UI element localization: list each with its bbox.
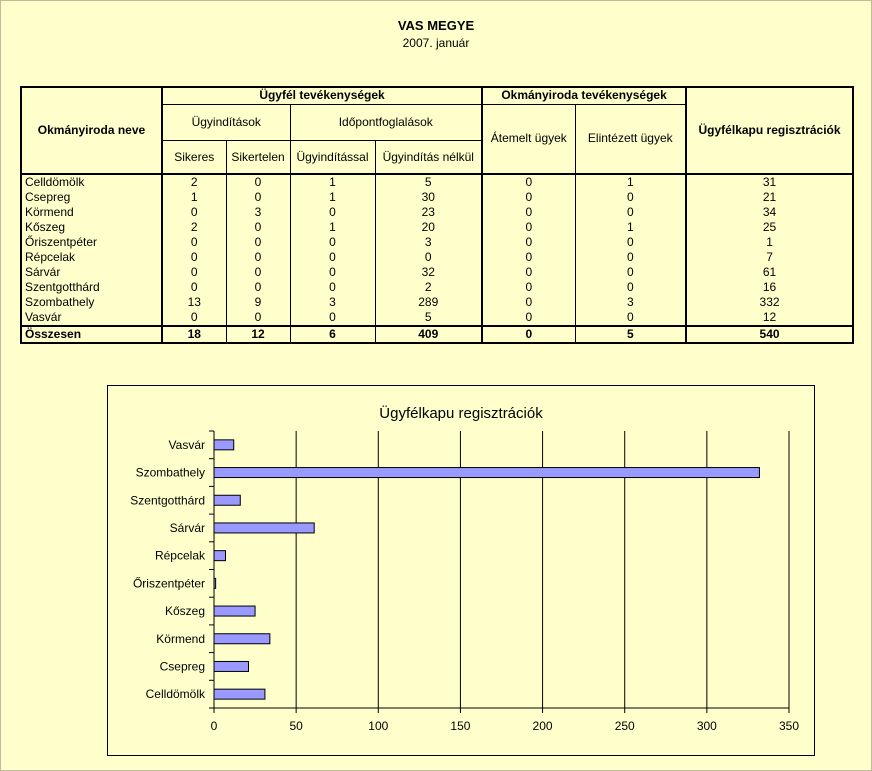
office-name-cell: Sárvár (21, 265, 162, 280)
bar (214, 606, 255, 616)
transferred-cell: 0 (482, 190, 575, 205)
failed-cell: 3 (226, 205, 290, 220)
failed-cell: 9 (226, 295, 290, 310)
registrations-cell: 12 (686, 310, 853, 326)
registrations-cell: 7 (686, 250, 853, 265)
success-cell: 0 (162, 280, 226, 295)
bar (214, 551, 226, 561)
with-launch-cell: 0 (290, 250, 375, 265)
failed-cell: 0 (226, 190, 290, 205)
office-name-cell: Répcelak (21, 250, 162, 265)
registrations-cell: 332 (686, 295, 853, 310)
transferred-cell: 0 (482, 326, 575, 343)
success-cell: 2 (162, 174, 226, 190)
completed-cell: 0 (575, 250, 686, 265)
failed-cell: 12 (226, 326, 290, 343)
completed-cell: 0 (575, 205, 686, 220)
transferred-cell: 0 (482, 280, 575, 295)
success-cell: 0 (162, 310, 226, 326)
y-category-label: Szombathely (135, 465, 205, 480)
success-cell: 0 (162, 265, 226, 280)
x-tick-label: 350 (778, 719, 800, 733)
y-category-label: Őriszentpéter (132, 576, 205, 591)
table-row (21, 235, 853, 250)
without-launch-cell: 2 (375, 280, 482, 295)
bar (214, 523, 314, 533)
transferred-cell: 0 (482, 220, 575, 235)
y-category-label: Szentgotthárd (130, 493, 205, 508)
page-subtitle: 2007. január (402, 36, 470, 50)
office-name-cell: Körmend (21, 205, 162, 220)
with-launch-cell: 6 (290, 326, 375, 343)
office-name-cell: Őriszentpéter (21, 235, 162, 250)
table-row (21, 190, 853, 205)
chart-title: Ügyfélkapu regisztrációk (379, 405, 543, 422)
completed-cell: 1 (575, 220, 686, 235)
without-launch-cell: 32 (375, 265, 482, 280)
without-launch-cell: 409 (375, 326, 482, 343)
completed-cell: 0 (575, 310, 686, 326)
with-launch-cell: 0 (290, 205, 375, 220)
registrations-cell: 31 (686, 174, 853, 190)
office-name-cell: Celldömölk (21, 174, 162, 190)
header-transferred: Átemelt ügyek (482, 104, 575, 174)
failed-cell: 0 (226, 265, 290, 280)
bar (214, 578, 216, 588)
bar (214, 468, 759, 478)
header-client-activities: Ügyfél tevékenységek (162, 87, 482, 104)
y-category-label: Répcelak (154, 548, 205, 563)
failed-cell: 0 (226, 310, 290, 326)
with-launch-cell: 0 (290, 235, 375, 250)
header-office-name: Okmányiroda neve (21, 87, 162, 174)
without-launch-cell: 5 (375, 310, 482, 326)
registrations-cell: 25 (686, 220, 853, 235)
without-launch-cell: 5 (375, 174, 482, 190)
success-cell: 0 (162, 235, 226, 250)
header-launches: Ügyindítások (162, 104, 290, 141)
x-tick-label: 200 (532, 719, 553, 733)
office-name-cell: Csepreg (21, 190, 162, 205)
success-cell: 1 (162, 190, 226, 205)
table-row (21, 205, 853, 220)
table-row (21, 250, 853, 265)
header-bookings: Időpontfoglalások (290, 104, 482, 141)
office-name-cell: Szombathely (21, 295, 162, 310)
without-launch-cell: 0 (375, 250, 482, 265)
table-row (21, 295, 853, 310)
transferred-cell: 0 (482, 265, 575, 280)
header-failed: Sikertelen (226, 141, 290, 175)
transferred-cell: 0 (482, 250, 575, 265)
without-launch-cell: 289 (375, 295, 482, 310)
failed-cell: 0 (226, 220, 290, 235)
transferred-cell: 0 (482, 205, 575, 220)
completed-cell: 0 (575, 280, 686, 295)
table-row (21, 174, 853, 190)
header-office-activities: Okmányiroda tevékenységek (482, 87, 686, 104)
y-category-label: Csepreg (159, 659, 205, 674)
without-launch-cell: 23 (375, 205, 482, 220)
without-launch-cell: 20 (375, 220, 482, 235)
completed-cell: 3 (575, 295, 686, 310)
statistics-table (20, 86, 854, 344)
registrations-cell: 34 (686, 205, 853, 220)
transferred-cell: 0 (482, 310, 575, 326)
with-launch-cell: 1 (290, 174, 375, 190)
transferred-cell: 0 (482, 174, 575, 190)
registrations-cell: 16 (686, 280, 853, 295)
y-category-label: Sárvár (169, 520, 205, 535)
table-row (21, 310, 853, 326)
header-without-launch: Ügyindítás nélkül (375, 141, 482, 175)
failed-cell: 0 (226, 280, 290, 295)
bar (214, 440, 234, 450)
registrations-chart (107, 385, 815, 756)
x-tick-label: 0 (210, 719, 218, 733)
with-launch-cell: 0 (290, 280, 375, 295)
transferred-cell: 0 (482, 235, 575, 250)
table-row (21, 220, 853, 235)
header-completed: Elintézett ügyek (575, 104, 686, 174)
completed-cell: 1 (575, 174, 686, 190)
completed-cell: 0 (575, 235, 686, 250)
completed-cell: 0 (575, 265, 686, 280)
y-category-label: Kőszeg (164, 604, 205, 619)
total-row (21, 326, 853, 343)
bar (214, 495, 240, 505)
success-cell: 2 (162, 220, 226, 235)
with-launch-cell: 0 (290, 310, 375, 326)
without-launch-cell: 30 (375, 190, 482, 205)
header-with-launch: Ügyindítással (290, 141, 375, 175)
with-launch-cell: 0 (290, 265, 375, 280)
registrations-cell: 61 (686, 265, 853, 280)
failed-cell: 0 (226, 250, 290, 265)
success-cell: 18 (162, 326, 226, 343)
x-tick-label: 250 (614, 719, 635, 733)
x-tick-label: 100 (368, 719, 389, 733)
bar (214, 689, 265, 699)
completed-cell: 0 (575, 190, 686, 205)
registrations-cell: 540 (686, 326, 853, 343)
completed-cell: 5 (575, 326, 686, 343)
y-category-label: Körmend (156, 631, 205, 646)
chart-svg (108, 386, 814, 755)
header-success: Sikeres (162, 141, 226, 175)
office-name-cell: Összesen (21, 326, 162, 343)
table-row (21, 280, 853, 295)
with-launch-cell: 1 (290, 190, 375, 205)
failed-cell: 0 (226, 174, 290, 190)
without-launch-cell: 3 (375, 235, 482, 250)
with-launch-cell: 3 (290, 295, 375, 310)
success-cell: 13 (162, 295, 226, 310)
y-category-label: Vasvár (168, 437, 205, 452)
failed-cell: 0 (226, 235, 290, 250)
registrations-cell: 21 (686, 190, 853, 205)
x-tick-label: 300 (696, 719, 717, 733)
office-name-cell: Szentgotthárd (21, 280, 162, 295)
page-title: VAS MEGYE (397, 18, 475, 33)
office-name-cell: Vasvár (21, 310, 162, 326)
transferred-cell: 0 (482, 295, 575, 310)
x-tick-label: 50 (289, 719, 303, 733)
y-category-label: Celldömölk (145, 687, 205, 702)
x-tick-label: 150 (450, 719, 471, 733)
bar (214, 634, 270, 644)
success-cell: 0 (162, 205, 226, 220)
office-name-cell: Kőszeg (21, 220, 162, 235)
bar (214, 661, 249, 671)
success-cell: 0 (162, 250, 226, 265)
with-launch-cell: 1 (290, 220, 375, 235)
header-registrations: Ügyfélkapu regisztrációk (686, 87, 853, 174)
table-row (21, 265, 853, 280)
registrations-cell: 1 (686, 235, 853, 250)
